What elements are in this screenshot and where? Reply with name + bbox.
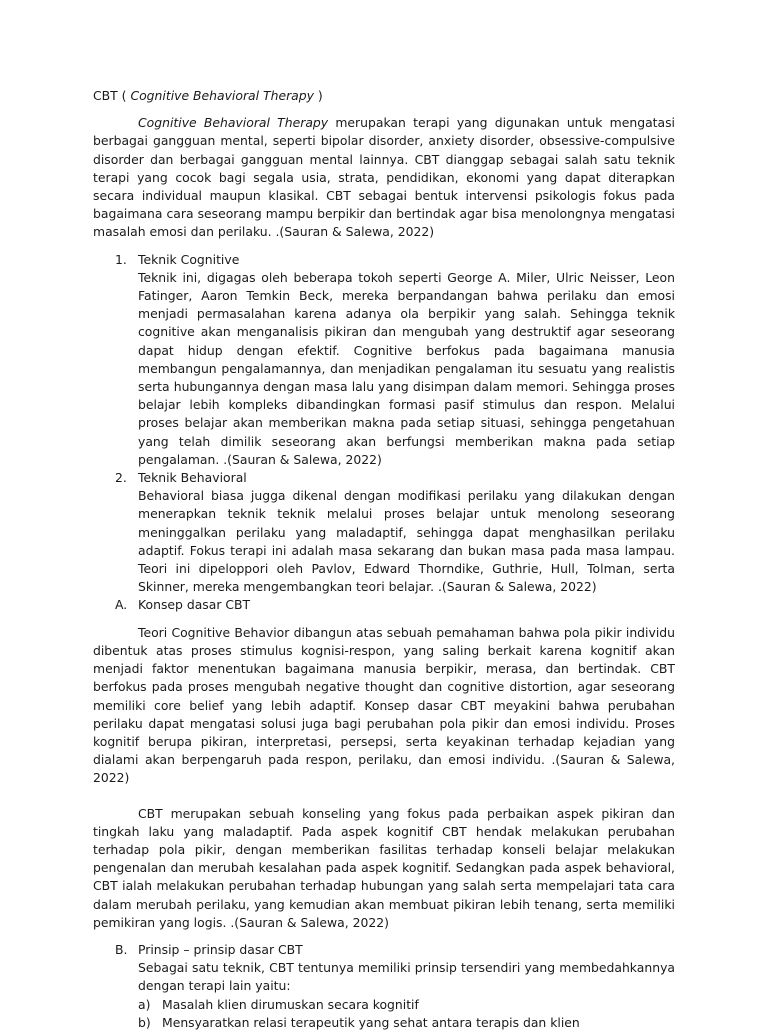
section-heading-a: [93, 596, 675, 614]
intro-paragraph: [93, 114, 675, 241]
sub-list-text: Mensyaratkan relasi terapeutik yang sehat antara terapis dan klien: [162, 1014, 580, 1030]
section-title: Prinsip – prinsip dasar CBT: [138, 941, 303, 957]
section-marker: B.: [115, 941, 128, 957]
section-title: Konsep dasar CBT: [138, 597, 251, 613]
intro-italic-term: Cognitive Behavioral Therapy: [138, 115, 329, 131]
list-item-text: Teknik ini, digagas oleh beberapa tokoh seperti George A. Miler, Ulric Neisser, Leon Fatinger, Aaron Temkin Beck, mereka berpandangan bahwa perilaku dan emosi menjadi permasalahan karena adanya ola berpikir yang salah. Sehingga teknik cognitive akan menganalisis pikiran dan mengubah yang destruktif agar seseorang dapat hidup dengan efektif. Cognitive berfokus pada bagaimana manusia membangun pengalamannya, dan menjadikan pengalaman itu sesuatu yang realistis serta hubungannya dengan masa lalu yang disimpan dalam memori. Sehingga proses belajar lebih kompleks dibandingkan formasi pasif stimulus dan respon. Melalui proses belajar akan memberikan makna pada setiap situasi, sehingga pengetahuan yang telah dimilik seseorang akan berfungsi memberikan makna pada setiap pengalaman. .(Sauran & Salewa, 2022): [138, 269, 675, 467]
title-italic: Cognitive Behavioral Therapy: [130, 88, 314, 103]
document-content: [93, 87, 675, 1032]
list-item-behavioral: [93, 469, 675, 596]
title-prefix: CBT (: [93, 88, 131, 103]
section-marker: A.: [115, 597, 128, 613]
sub-list-item: [138, 996, 675, 1014]
title-suffix: ): [313, 88, 323, 103]
sub-list-marker: a): [138, 996, 151, 1012]
section-heading-b: [93, 941, 675, 1032]
list-item-title: Teknik Behavioral: [138, 470, 247, 486]
section-text: Sebagai satu teknik, CBT tentunya memiliki prinsip tersendiri yang membedahkannya dengan terapi lain yaitu:: [138, 960, 675, 994]
paragraph-konsep-1: Teori Cognitive Behavior dibangun atas sebuah pemahaman bahwa pola pikir individu dibentuk atas proses stimulus kognisi-respon, yang saling berkait karena kognitif akan menjadi faktor menentukan bagaimana manusia berpikir, merasa, dan bertindak. CBT berfokus pada proses mengubah negative thought dan cognitive distortion, agar seseorang memiliki core belief yang lebih adaptif. Konsep dasar CBT meyakini bahwa perubahan perilaku dapat mengatasi solusi juga bagi perubahan pola pikir dan emosi individu. Proses kognitif berupa pikiran, interpretasi, persepsi, serta keyakinan terhadap kejadian yang dialami akan berpengaruh pada respon, perilaku, dan emosi individu. .(Sauran & Salewa, 2022): [93, 624, 675, 786]
list-item-text: Behavioral biasa jugga dikenal dengan modifikasi perilaku yang dilakukan dengan menerapkan teknik teknik melalui proses belajar untuk menolong seseorang meninggalkan perilaku yang maladaptif, sehingga dapat menghasilkan perilaku adaptif. Fokus terapi ini adalah masa sekarang dan bukan masa pada masa lampau. Teori ini dipeloppori oleh Pavlov, Edward Thorndike, Guthrie, Hull, Tolman, serta Skinner, mereka mengembangkan teori belajar. .(Sauran & Salewa, 2022): [138, 488, 675, 595]
sub-list-text: Masalah klien dirumuskan secara kognitif: [162, 996, 419, 1012]
list-marker: 1.: [115, 251, 127, 267]
paragraph-konsep-2: CBT merupakan sebuah konseling yang fokus pada perbaikan aspek pikiran dan tingkah laku yang maladaptif. Pada aspek kognitif CBT hendak melakukan perubahan terhadap pola pikir, dengan memberikan fasilitas terhadap konseli belajar melakukan pengenalan dan merubah kesalahan pada aspek kognitif. Sedangkan pada aspek behavioral, CBT ialah melakukan perubahan terhadap hubungan yang salah serta mempelajari tata cara dalam merubah perilaku, yang kemudian akan membuat pikiran lebih tenang, serta memiliki pemikiran yang logis. .(Sauran & Salewa, 2022): [93, 805, 675, 930]
sub-list-item: [138, 1014, 675, 1032]
list-marker: 2.: [115, 470, 127, 486]
document-title: [93, 87, 675, 105]
sub-list-marker: b): [138, 1014, 151, 1030]
intro-text: merupakan terapi yang digunakan untuk mengatasi berbagai gangguan mental, seperti bipolar disorder, anxiety disorder, obsessive-compulsive disorder dan berbagai gangguan mental lainnya. CBT dianggap sebagai salah satu teknik terapi yang cocok bagi segala usia, strata, pendidikan, ekonomi yang dapat diterapkan secara individual maupun klasikal. CBT sebagai bentuk intervensi psikologis fokus pada bagaimana cara seseorang mampu berpikir dan bertindak agar bisa menolongnya mengatasi masalah emosi dan perilaku. .(Sauran & Salewa, 2022): [93, 115, 676, 240]
list-item-title: Teknik Cognitive: [138, 251, 240, 267]
list-item-cognitive: [93, 251, 675, 469]
